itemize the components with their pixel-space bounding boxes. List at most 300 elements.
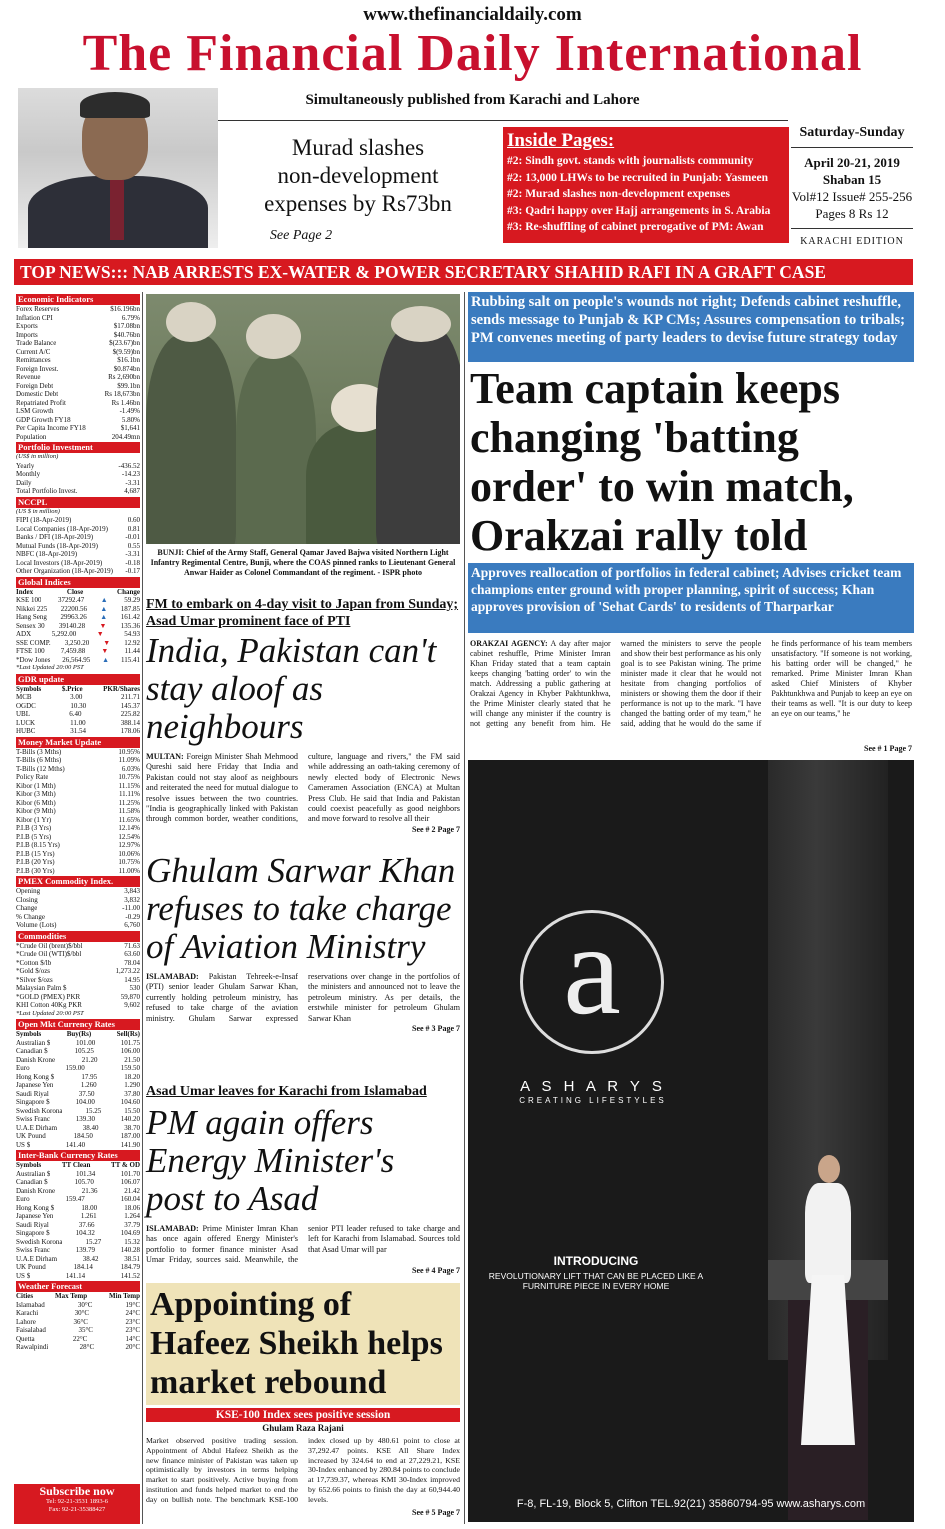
sidebar-section-money — [16, 737, 140, 876]
sidebar-row — [16, 867, 140, 876]
row-value: 101.70 — [120, 1169, 140, 1178]
row-label: Malaysian Palm $ — [16, 984, 67, 992]
row-label: T-Bills (6 Mths) — [16, 756, 62, 764]
sidebar-row — [16, 630, 140, 639]
row-label: Per Capita Income FY18 — [16, 424, 86, 432]
lead-body: ORAKZAI AGENCY: A day after major cabinet reshuffle, Prime Minister Imran Khan Friday stated that a team captain keeps changing 'batting order' to win the match. Addressing a public gathering at Orakzai Agency in Khyber Pakhtunkhwa, the Prime Minister clearly stated that he will change any minister if the country is not getting any benefit from him. He warned the ministers to serve the people and show their best performance as his only goal is to see Pakistan wining. The prime minister made it clear that he would not hesitate from changing portfolios of ministers or showing them the door if their performance is not up to the mark. "I have changed the batting order of my team," he said, adding that he would do the same if he finds performance of his team members unsatisfactory. "If someone is not working, his batting order will be changed," he remarked. Prime Minister Imran Khan asked Chief Ministers of Khyber Pakhtunkhwa and Punjab to keep an eye on their teams as well. "It is our duty to keep an eye on our teams," he — [470, 639, 912, 728]
sidebar-section-title: GDR update — [16, 674, 140, 685]
sidebar-row — [16, 613, 140, 622]
lead-teaser[interactable] — [218, 134, 498, 218]
sidebar-section-interbank — [16, 1150, 140, 1280]
sidebar-section-title: Economic Indicators — [16, 294, 140, 305]
row-value: -3.31 — [125, 478, 140, 487]
row-label: KHI Cotton 40Kg PKR — [16, 1001, 82, 1009]
row-value: 141.14 — [65, 1271, 86, 1280]
sidebar-row — [16, 605, 140, 614]
story-see-ref[interactable]: See # 5 Page 7 — [412, 1508, 460, 1517]
row-label: Canadian $ — [16, 1047, 48, 1055]
sidebar-row — [16, 748, 140, 757]
row-value: 106.00 — [120, 1047, 140, 1055]
sidebar-row — [16, 1212, 140, 1221]
column-header: Symbols — [16, 1030, 42, 1038]
row-label: Policy Rate — [16, 773, 49, 781]
row-label: % Change — [16, 912, 45, 921]
row-label: Daily — [16, 478, 32, 487]
row-label: Rawalpindi — [16, 1343, 49, 1351]
row-value: 140.28 — [120, 1246, 140, 1254]
row-label: Local Investors (18-Apr-2019) — [16, 558, 103, 567]
issue-day: Saturday-Sunday — [791, 124, 913, 148]
row-label: Banks / DFI (18-Apr-2019) — [16, 533, 94, 541]
story-ghulam-sarwar[interactable] — [146, 852, 460, 1033]
row-label: Japanese Yen — [16, 1081, 54, 1089]
sidebar-row — [16, 1272, 140, 1281]
row-label: Revenue — [16, 373, 41, 381]
sidebar-row — [16, 1178, 140, 1187]
sidebar-section-title: Portfolio Investment — [16, 442, 140, 453]
sidebar-row — [16, 1187, 140, 1196]
sidebar-table-head — [16, 1030, 140, 1039]
sidebar-row — [16, 1047, 140, 1056]
sidebar-row — [16, 656, 140, 665]
sidebar-row — [16, 858, 140, 867]
sidebar-note: *Last Updated 20:00 PST — [16, 664, 84, 671]
subscribe-fax: Fax: 92-21-35388427 — [48, 1506, 106, 1513]
row-value: $1,641 — [120, 424, 140, 432]
sidebar-row — [16, 1246, 140, 1255]
row-value: Rs 18,673bn — [104, 390, 140, 398]
row-label: UK Pound — [16, 1132, 46, 1140]
sidebar-row — [16, 790, 140, 799]
row-value: 530 — [129, 984, 140, 992]
row-value: 11.44 — [124, 647, 140, 655]
row-label: Hong Kong $ — [16, 1203, 55, 1212]
story-market-headline[interactable]: Appointing of Hafeez Sheikh helps market rebound — [146, 1283, 460, 1405]
story-see-ref[interactable]: See # 2 Page 7 — [412, 824, 460, 834]
story-see-ref[interactable]: See # 3 Page 7 — [412, 1024, 460, 1034]
sidebar-row — [16, 1073, 140, 1082]
row-label: Population — [16, 432, 47, 441]
arrow-down-icon: ▼ — [99, 621, 107, 630]
row-label: MCB — [16, 693, 32, 701]
brand-monogram: a — [563, 898, 621, 1042]
row-label: SSE COMP. — [16, 638, 51, 647]
inside-page-item[interactable]: #2: Murad slashes non-development expenses — [507, 188, 730, 200]
row-value: 105.25 — [74, 1047, 94, 1055]
row-value: 35°C — [78, 1326, 93, 1334]
row-label: Singapore $ — [16, 1098, 50, 1106]
column-header: Cities — [16, 1292, 34, 1300]
row-value: 178.06 — [120, 727, 140, 735]
teaser-line: non-development — [277, 163, 439, 188]
row-value: 18.00 — [81, 1203, 98, 1212]
row-value: 140.20 — [120, 1115, 140, 1123]
inside-page-item[interactable]: #3: Qadri happy over Hajj arrangements in S. Arabia — [507, 204, 771, 217]
sidebar-row — [16, 348, 140, 357]
inside-pages-box — [503, 127, 789, 243]
row-label: Danish Krone — [16, 1186, 56, 1195]
teaser-line: expenses by Rs73bn — [264, 191, 452, 216]
row-value: $16.196bn — [110, 305, 140, 313]
column-header: Change — [117, 587, 140, 596]
sidebar-section-openmkt — [16, 1019, 140, 1149]
row-value: 17.95 — [81, 1072, 98, 1081]
sidebar-row — [16, 550, 140, 559]
row-label: Euro — [16, 1195, 30, 1203]
row-label: Japanese Yen — [16, 1212, 54, 1220]
row-label: P.I.B (8.15 Yrs) — [16, 841, 60, 849]
row-label: UK Pound — [16, 1263, 46, 1271]
row-value: 37292.47 — [58, 596, 85, 604]
row-label: Kibor (1 Mth) — [16, 781, 56, 790]
sidebar-row — [16, 887, 140, 896]
row-label: Lahore — [16, 1317, 36, 1326]
row-label: Swiss Franc — [16, 1246, 51, 1254]
row-value: 37.79 — [124, 1220, 140, 1229]
story-headline[interactable]: Ghulam Sarwar Khan refuses to take charge of Aviation Ministry — [146, 851, 456, 966]
story-market-kicker: KSE-100 Index sees positive session — [146, 1408, 460, 1422]
row-label: Monthly — [16, 470, 41, 478]
row-label: T-Bills (3 Mths) — [16, 747, 62, 756]
row-label: Hong Kong $ — [16, 1072, 55, 1081]
row-label: NBFC (18-Apr-2019) — [16, 550, 78, 558]
row-value: -0.01 — [125, 533, 140, 541]
story-byline: Ghulam Raza Rajani — [262, 1423, 344, 1433]
story-india-pakistan[interactable] — [146, 596, 460, 834]
row-value: 1.264 — [124, 1212, 140, 1220]
row-value: 22°C — [72, 1334, 88, 1343]
row-label: Kibor (6 Mth) — [16, 798, 56, 807]
row-label: U.A.E Dirham — [16, 1254, 58, 1263]
row-label: Opening — [16, 887, 41, 895]
sidebar-row — [16, 1195, 140, 1204]
row-value: 104.32 — [75, 1229, 95, 1237]
row-value: 139.79 — [75, 1246, 96, 1254]
row-value: 10.06% — [118, 849, 140, 858]
row-value: 6.79% — [121, 313, 140, 322]
teaser-see-page[interactable]: See Page 2 — [269, 228, 333, 243]
row-value: 59,870 — [120, 992, 140, 1001]
row-label: Australian $ — [16, 1169, 51, 1178]
row-value: 23°C — [125, 1317, 140, 1326]
row-value: 21.20 — [81, 1055, 98, 1064]
row-value: 30°C — [77, 1300, 93, 1309]
inside-page-item[interactable]: #2: Sindh govt. stands with journalists community — [507, 155, 754, 167]
sidebar-section-global — [16, 577, 140, 673]
row-label: Euro — [16, 1064, 30, 1072]
sidebar-row — [16, 516, 140, 525]
sidebar-section-title: Open Mkt Currency Rates — [16, 1019, 140, 1030]
column-header: Close — [66, 587, 84, 596]
row-label: Local Companies (18-Apr-2019) — [16, 524, 109, 533]
sidebar-row — [16, 993, 140, 1002]
column-header: Sell(Rs) — [116, 1030, 140, 1038]
row-label: ADX — [16, 630, 32, 638]
sidebar-row — [16, 1343, 140, 1352]
row-label: Singapore $ — [16, 1229, 50, 1237]
row-value: 71.63 — [124, 941, 140, 950]
row-label: Forex Reserves — [16, 305, 60, 313]
row-value: $0.874bn — [113, 364, 140, 373]
sidebar-row — [16, 1115, 140, 1124]
sidebar-section-title: Commodities — [16, 931, 140, 942]
row-value: 104.00 — [75, 1098, 95, 1106]
sidebar-row — [16, 462, 140, 471]
sidebar-table-head — [16, 1161, 140, 1170]
row-value: 10.95% — [118, 747, 140, 756]
row-value: 59.29 — [124, 596, 140, 604]
row-value: 10.75% — [118, 773, 140, 781]
arrow-down-icon: ▼ — [101, 647, 109, 655]
lead-kicker: Rubbing salt on people's wounds not right; Defends cabinet reshuffle, sends message to Punjab & KP CMs; Assures compensation to tribals; PM convenes meeting of party leaders to devise future strategy today — [468, 292, 914, 362]
sidebar-row — [16, 1141, 140, 1150]
row-label: Inflation CPI — [16, 313, 53, 322]
story-headline[interactable]: PM again offers Energy Minister's post to Asad — [146, 1103, 395, 1218]
top-news-banner[interactable]: TOP NEWS::: NAB ARRESTS EX-WATER & POWER SECRETARY SHAHID RAFI IN A GRAFT CASE — [14, 259, 913, 285]
row-label: Hang Seng — [16, 613, 47, 621]
row-value: 11.09% — [118, 756, 140, 764]
row-value: 54.93 — [124, 630, 140, 638]
row-value: 388.14 — [120, 718, 140, 727]
masthead-subtitle: Simultaneously published from Karachi and Lahore — [305, 92, 640, 108]
row-value: -11.00 — [122, 904, 140, 912]
row-label: Domestic Debt — [16, 390, 59, 398]
lead-headline[interactable]: Team captain keeps changing 'batting order' to win match, Orakzai rally told — [470, 364, 854, 560]
sidebar-row — [16, 773, 140, 782]
ad-description: REVOLUTIONARY LIFT THAT CAN BE PLACED LIKE A FURNITURE PIECE IN EVERY HOME — [488, 1271, 704, 1291]
row-value: 15.32 — [124, 1237, 140, 1246]
sidebar-row — [16, 1081, 140, 1090]
row-value: 187.85 — [120, 604, 140, 613]
row-label: *Cotton $/lb — [16, 958, 52, 967]
row-value: -0.18 — [125, 558, 140, 567]
sidebar-table-head — [16, 588, 140, 597]
row-value: 6.40 — [69, 710, 82, 718]
row-value: 63.60 — [124, 950, 140, 958]
row-value: 38.70 — [124, 1123, 140, 1132]
sidebar-row — [16, 1318, 140, 1327]
sidebar-section-title: Inter-Bank Currency Rates — [16, 1150, 140, 1161]
row-label: Danish Krone — [16, 1055, 56, 1064]
inside-page-item[interactable]: #3: Re-shuffling of cabinet prerogative of PM: Awan — [507, 221, 764, 233]
sidebar-row — [16, 1124, 140, 1133]
sidebar-row — [16, 479, 140, 488]
row-value: 15.50 — [124, 1106, 140, 1115]
subscribe-box[interactable] — [14, 1484, 140, 1524]
row-value: 184.14 — [73, 1263, 93, 1271]
story-see-ref[interactable]: See # 4 Page 7 — [412, 1265, 460, 1275]
row-label: HUBC — [16, 727, 36, 735]
sidebar-row — [16, 416, 140, 425]
row-label: Kibor (9 Mth) — [16, 807, 56, 815]
issue-hijri: Shaban 15 — [822, 172, 882, 187]
row-value: 3,250.20 — [64, 638, 90, 647]
masthead-url[interactable]: www.thefinancialdaily.com — [363, 4, 582, 25]
sidebar-section-commodities — [16, 931, 140, 1019]
row-value: 18.06 — [124, 1203, 140, 1212]
column-header: Index — [16, 587, 34, 596]
row-value: 29963.26 — [60, 613, 87, 621]
sidebar-row — [16, 1001, 140, 1010]
row-label: *Crude Oil (brent)$/bbl — [16, 941, 83, 950]
issue-date: April 20-21, 2019 — [804, 155, 900, 170]
subscribe-tel: Tel: 92-21-3531 1893-6 — [45, 1498, 108, 1505]
row-value: 38.40 — [82, 1123, 99, 1132]
row-value: 37.50 — [78, 1089, 95, 1098]
row-value: $40.76bn — [113, 330, 140, 339]
row-label: Swiss Franc — [16, 1115, 51, 1123]
row-value: 9,602 — [124, 1001, 140, 1009]
row-value: 3,843 — [124, 887, 140, 895]
row-label: *Dow Jones — [16, 655, 51, 664]
sidebar-row — [16, 1170, 140, 1179]
sidebar-row — [16, 356, 140, 365]
column-header: PKR/Shares — [103, 684, 140, 693]
sidebar-row — [16, 833, 140, 842]
sidebar-section-title: PMEX Commodity Index. — [16, 876, 140, 887]
sidebar-row — [16, 1335, 140, 1344]
row-label: U.A.E Dirham — [16, 1123, 58, 1132]
sidebar-row — [16, 596, 140, 605]
row-label: Closing — [16, 895, 38, 904]
brand-tagline: CREATING LIFESTYLES — [519, 1096, 667, 1105]
row-value: 105.70 — [74, 1178, 94, 1186]
sidebar-row — [16, 622, 140, 631]
row-label: Karachi — [16, 1309, 39, 1317]
sidebar-section-title: NCCPL — [16, 497, 140, 508]
photo-caption: BUNJI: Chief of the Army Staff, General Qamar Javed Bajwa visited Northern Light Infantry Regimental Centre, Bunji, where the COAS pinned ranks to Lieutenant General Anwar Haider as Colonel Commandant of the regiment. - ISPR photo — [150, 548, 456, 577]
row-value: 28°C — [79, 1343, 95, 1351]
row-label: Swedish Korona — [16, 1237, 63, 1246]
row-value: 1.290 — [124, 1081, 140, 1089]
row-value: 18.20 — [124, 1072, 140, 1081]
row-value: 7,459.88 — [60, 647, 86, 655]
lead-see-ref[interactable]: See # 1 Page 7 — [864, 744, 912, 753]
row-label: P.I.B (5 Yrs) — [16, 832, 52, 841]
arrow-up-icon: ▲ — [102, 655, 110, 664]
row-value: 38.51 — [124, 1254, 140, 1263]
row-value: 104.60 — [120, 1098, 140, 1106]
row-value: 20°C — [125, 1343, 140, 1351]
sidebar-row — [16, 1229, 140, 1238]
row-value: 14.95 — [124, 975, 140, 984]
sidebar-note: (US$ in million) — [16, 453, 59, 460]
row-label: Trade Balance — [16, 339, 57, 347]
row-label: FTSE 100 — [16, 647, 45, 655]
row-value: 19°C — [125, 1300, 140, 1309]
sidebar-row — [16, 1132, 140, 1141]
inside-pages-heading: Inside Pages: — [507, 130, 615, 151]
row-label: Imports — [16, 330, 38, 339]
sidebar-row — [16, 647, 140, 656]
sidebar-row — [16, 567, 140, 576]
column-header: TT Clean — [61, 1161, 91, 1169]
lead-subkicker: Approves reallocation of portfolios in federal cabinet; Advises cricket team champions enter ground with proper planning, spirit of success; Khan approves provision of 'Sehat Cards' to residents of Tharparkar — [468, 563, 914, 633]
row-label: Yearly — [16, 461, 35, 470]
row-value: -14.23 — [121, 470, 140, 478]
market-sidebar — [16, 293, 140, 1524]
row-value: 14°C — [125, 1334, 140, 1343]
row-value: 104.69 — [120, 1229, 140, 1237]
row-value: 184.79 — [120, 1263, 140, 1271]
sidebar-row — [16, 399, 140, 408]
row-label: KSE 100 — [16, 596, 42, 604]
row-label: Change — [16, 904, 38, 912]
sidebar-row — [16, 1090, 140, 1099]
row-label: P.I.B (20 Yrs) — [16, 858, 55, 866]
story-headline[interactable]: India, Pakistan can't stay aloof as neighbours — [146, 631, 437, 746]
sidebar-row — [16, 365, 140, 374]
row-value: 22200.56 — [60, 604, 87, 613]
sidebar-section-title: Global Indices — [16, 577, 140, 588]
sidebar-row — [16, 702, 140, 711]
sidebar-row — [16, 382, 140, 391]
inside-page-item[interactable]: #2: 13,000 LHWs to be recruited in Punjab: Yasmeen — [507, 171, 768, 184]
sidebar-row — [16, 433, 140, 442]
row-value: 11.15% — [118, 781, 140, 790]
row-label: LUCK — [16, 718, 36, 727]
ad-intro: INTRODUCING — [553, 1254, 639, 1268]
row-value: 38.42 — [82, 1254, 99, 1263]
row-label: FIPI (18-Apr-2019) — [16, 516, 72, 524]
row-value: 5,292.00 — [51, 630, 77, 638]
row-value: 30°C — [74, 1309, 90, 1317]
row-value: $99.1bn — [117, 381, 140, 390]
story-kicker: Asad Umar leaves for Karachi from Islamabad — [146, 1084, 427, 1099]
sidebar-row — [16, 1039, 140, 1048]
row-value: 184.50 — [73, 1132, 93, 1140]
row-label: Repatriated Profit — [16, 398, 66, 407]
sidebar-row — [16, 841, 140, 850]
sidebar-row — [16, 904, 140, 913]
asharys-advertisement[interactable] — [468, 760, 914, 1522]
row-value: 23°C — [125, 1326, 140, 1334]
row-label: Foreign Invest. — [16, 364, 59, 373]
dateline-box — [791, 124, 913, 247]
sidebar-note: *Last Updated 20:00 PST — [16, 1009, 84, 1017]
sidebar-row — [16, 950, 140, 959]
sidebar-row — [16, 850, 140, 859]
ad-address[interactable]: F-8, FL-19, Block 5, Clifton TEL.92(21) 35860794-95 www.asharys.com — [516, 1498, 866, 1510]
row-value: 15.27 — [85, 1237, 102, 1246]
row-label: Other Organization (18-Apr-2019) — [16, 567, 113, 575]
sidebar-row — [16, 921, 140, 930]
row-label: Canadian $ — [16, 1178, 48, 1186]
row-value: 145.37 — [120, 701, 140, 710]
sidebar-table-head — [16, 1292, 140, 1301]
sidebar-row — [16, 782, 140, 791]
sidebar-section-pmex — [16, 876, 140, 930]
sidebar-row — [16, 1064, 140, 1073]
issue-pages: Pages 8 Rs 12 — [815, 206, 889, 221]
row-value: 11.00% — [118, 866, 140, 875]
subscribe-title[interactable]: Subscribe now — [39, 1484, 115, 1498]
column-header: Max Temp — [55, 1292, 88, 1300]
sidebar-row — [16, 331, 140, 340]
sidebar-row — [16, 1098, 140, 1107]
column-header: TT & OD — [110, 1161, 140, 1169]
sidebar-row — [16, 984, 140, 993]
row-value: 3,832 — [124, 895, 140, 904]
row-value: 0.81 — [127, 524, 140, 533]
story-asad-umar[interactable] — [146, 1083, 460, 1275]
row-value: 6,760 — [124, 921, 140, 929]
sidebar-row — [16, 1326, 140, 1335]
sidebar-row — [16, 487, 140, 496]
sidebar-row — [16, 1056, 140, 1065]
story-body: ISLAMABAD: Pakistan Tehreek-e-Insaf (PTI) senior leader Ghulam Sarwar Khan, currently holding petroleum ministry, has refused to take charge of the aviation ministry. Ghulam Sarwar expressed reservations over change in the portfolios of the ministers and announced not to leave the petroleum ministry. As per details, the erstwhile minister for petroleum Ghulam Sarwar Khan — [146, 972, 460, 1023]
row-value: $(23.67)bn — [109, 339, 140, 347]
